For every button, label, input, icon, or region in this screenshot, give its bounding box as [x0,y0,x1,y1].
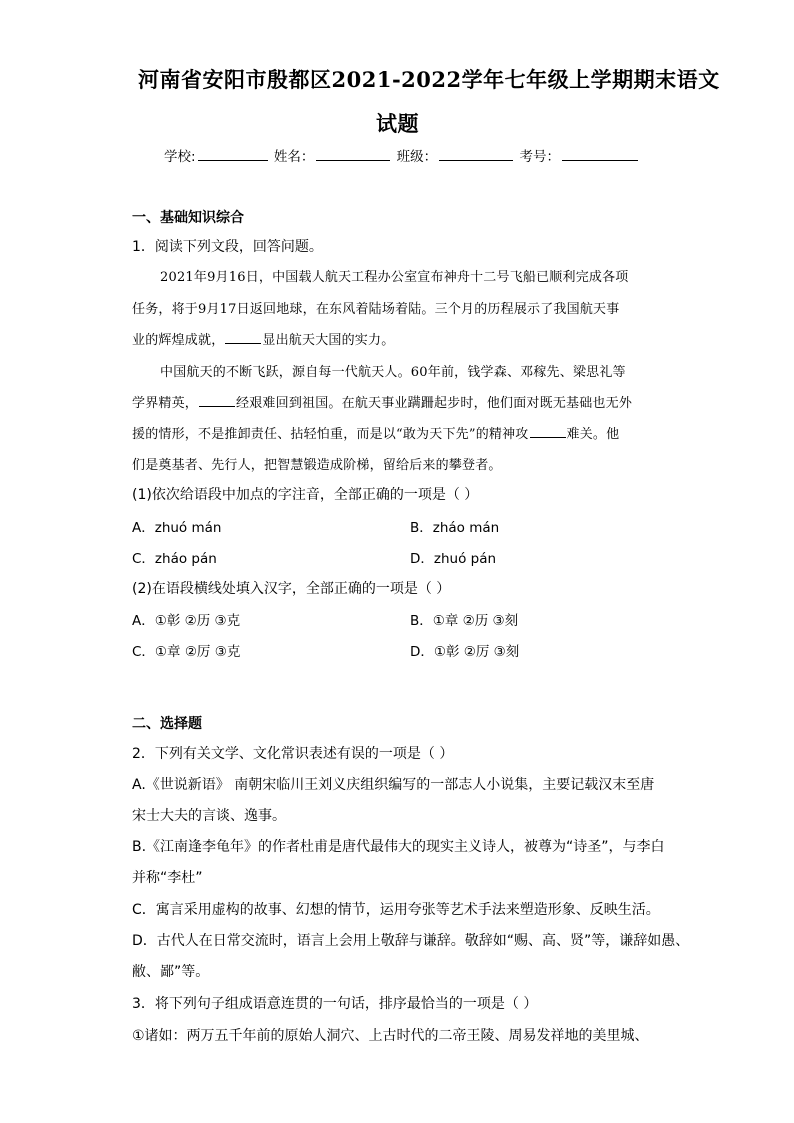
school-label: 学校: [164,149,196,165]
option-a[interactable]: A.《世说新语》 南朝宋临川王刘义庆组织编写的一部志人小说集，主要记载汉末至唐 [132,777,655,793]
page-title: 河南省安阳市殷都区2021-2022学年七年级上学期期末语文 [138,67,720,92]
option-c[interactable]: C．寓言采用虚构的故事、幻想的情节，运用夸张等艺术手法来塑造形象、反映生活。 [132,902,660,918]
passage-line: 2021年9月16日，中国载人航天工程办公室宣布神舟十二号飞船已顺利完成各项 [160,270,629,285]
number-label: 考号： [519,149,560,165]
section-heading-1: 一、基础知识综合 [132,210,244,226]
fill-blank-2[interactable] [199,394,235,407]
sub-question-2: (2)在语段横线处填入汉字，全部正确的一项是（ ） [132,581,451,597]
sub-question-1: (1)依次给语段中加点的字注音，全部正确的一项是（ ） [132,487,479,503]
option-a[interactable]: A．①彰 ②历 ③克 [132,613,241,629]
class-label: 班级： [396,149,438,165]
option-c[interactable]: C．①章 ②厉 ③克 [132,644,241,660]
fill-blank-3[interactable] [530,425,566,438]
question-2-stem: 2．下列有关文学、文化常识表述有误的一项是（ ） [132,746,454,762]
option-d[interactable]: D．zhuó pán [410,551,497,567]
name-blank[interactable] [316,146,390,161]
question-1-stem: 1．阅读下列文段，回答问题。 [132,239,323,255]
passage-line: 任务，将于9月17日返回地球，在东风着陆场着陆。三个月的历程展示了我国航天事 [132,302,620,317]
option-c[interactable]: C．zháo pán [132,551,217,567]
question-3-stem: 3．将下列句子组成语意连贯的一句话，排序最恰当的一项是（ ） [132,996,538,1012]
name-label: 姓名： [273,149,315,165]
option-a[interactable]: A．zhuó mán [132,520,222,536]
option-b[interactable]: B.《江南逢李龟年》的作者杜甫是唐代最伟大的现实主义诗人，被尊为“诗圣”，与李白 [132,839,665,855]
passage-line: 援的情形，不是推卸责任、拈轻怕重，而是以“敢为天下先”的精神攻 难关。他 [132,427,620,442]
fill-blank-1[interactable] [225,331,261,344]
passage-line: 中国航天的不断飞跃，源自每一代航天人。60年前，钱学森、邓稼先、梁思礼等 [160,365,626,380]
number-blank[interactable] [562,146,638,161]
student-info-line [164,145,640,165]
section-heading-2: 二、选择题 [132,716,202,732]
option-b[interactable]: B．①章 ②历 ③刻 [410,613,519,629]
option-d-continued: 敝、鄙”等。 [132,964,210,980]
option-d[interactable]: D．①彰 ②厉 ③刻 [410,644,520,660]
class-blank[interactable] [439,146,513,161]
school-blank[interactable] [198,146,268,161]
option-b[interactable]: B．zháo mán [410,520,500,536]
option-b-continued: 并称“李杜” [132,870,203,886]
passage-line: 学界精英， 经艰难回到祖国。在航天事业蹒跚起步时，他们面对既无基础也无外 [132,396,633,411]
sentence-1: ①诸如：两万五千年前的原始人洞穴、上古时代的二帝王陵、周易发祥地的美里城、 [132,1028,649,1044]
page-title-continued: 试题 [376,111,419,136]
passage-line: 们是奠基者、先行人，把智慧锻造成阶梯，留给后来的攀登者。 [132,458,502,473]
option-d[interactable]: D．古代人在日常交流时，语言上会用上敬辞与谦辞。敬辞如“赐、高、贤”等，谦辞如愚、 [132,933,690,949]
option-a-continued: 宋士大夫的言谈、逸事。 [132,808,286,824]
passage-line: 业的辉煌成就， 显出航天大国的实力。 [132,333,395,348]
